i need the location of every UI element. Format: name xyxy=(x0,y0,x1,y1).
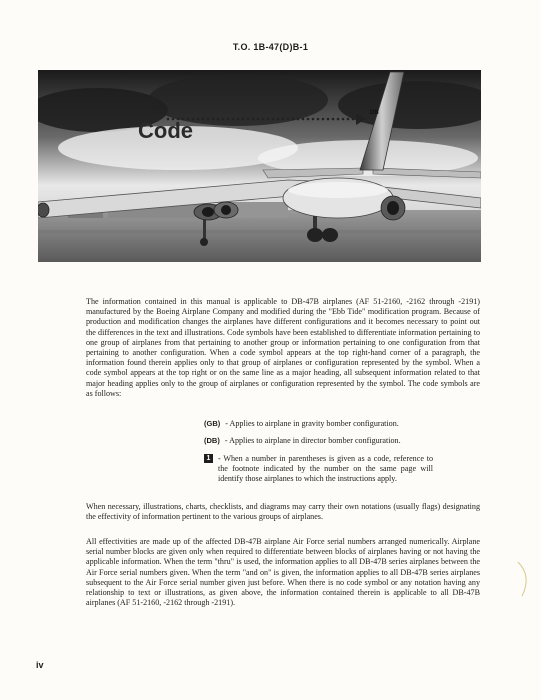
illustrations-paragraph: When necessary, illustrations, charts, checklists, and diagrams may carry their own notations (usually flags) designating the effectivity of information pertinent to the various groups of airplanes. xyxy=(86,502,480,522)
effectivity-paragraph: All effectivities are made up of the affected DB-47B airplane Air Force serial numbers arranged numerically. Airplane serial number blocks are given only when required to differentiate between blocks of airplanes having or not having the applicable information. When the term "thru" is used, the information applies to all DB-47B series airplanes between the Air Force serial numbers given. When the term "and on" is given, the information applies to all DB-47B series airplanes subsequent to the Air Force serial number given just before. When there is no code symbol or any notation having any relationship to text or illustrations, as given above, the information contained therein is applicable to all DB-47B airplanes (AF 51-2160, -2162 through -2191). xyxy=(86,537,480,608)
footnote-number-icon: 1 xyxy=(204,454,213,463)
margin-mark-icon xyxy=(508,560,534,600)
code-description-footnote: - When a number in parentheses is given as a code, reference to the footnote indicated by the number on the same page will identify those airplanes to which the instructions apply. xyxy=(218,454,433,484)
code-description-db: - Applies to airplane in director bomber configuration. xyxy=(224,436,401,445)
code-row-gb xyxy=(204,419,480,429)
code-row-footnote xyxy=(204,454,480,485)
code-illustration xyxy=(38,70,481,262)
code-row-db xyxy=(204,436,480,446)
code-symbol-db: (DB) xyxy=(204,436,220,445)
aircraft-illustration-art xyxy=(38,70,481,262)
code-description-gb: - Applies to airplane in gravity bomber configuration. xyxy=(225,419,399,428)
intro-paragraph: The information contained in this manual is applicable to DB-47B airplanes (AF 51-2160, -2162 through -2191) manufactured by the Boeing Airplane Company and modified during the "Ebb Tide" modification program. Because of production and modification changes the airplanes have different configurations and it becomes necessary to point out the differences in the text and illustrations. Code symbols have been established to differentiate information pertaining to one group of airplanes from that pertaining to another group or information pertaining to one configuration from that pertaining to another configuration. When a code symbol appears at the top right-hand corner of a paragraph, the information found therein applies only to that group of airplanes or configuration represented by the symbol. When a code symbol appears at the top right or on the same line as a major heading, all subsequent information related to that major heading applies only to the group of airplanes or configuration represented by the symbol. The code symbols are as follows: xyxy=(86,297,480,398)
page-number: iv xyxy=(36,660,44,670)
code-symbol-gb: (GB) xyxy=(204,419,221,428)
document-number-header: T.O. 1B-47(D)B-1 xyxy=(232,42,309,52)
tail-marking: DB xyxy=(370,110,379,116)
illustration-title: Code xyxy=(138,118,193,143)
